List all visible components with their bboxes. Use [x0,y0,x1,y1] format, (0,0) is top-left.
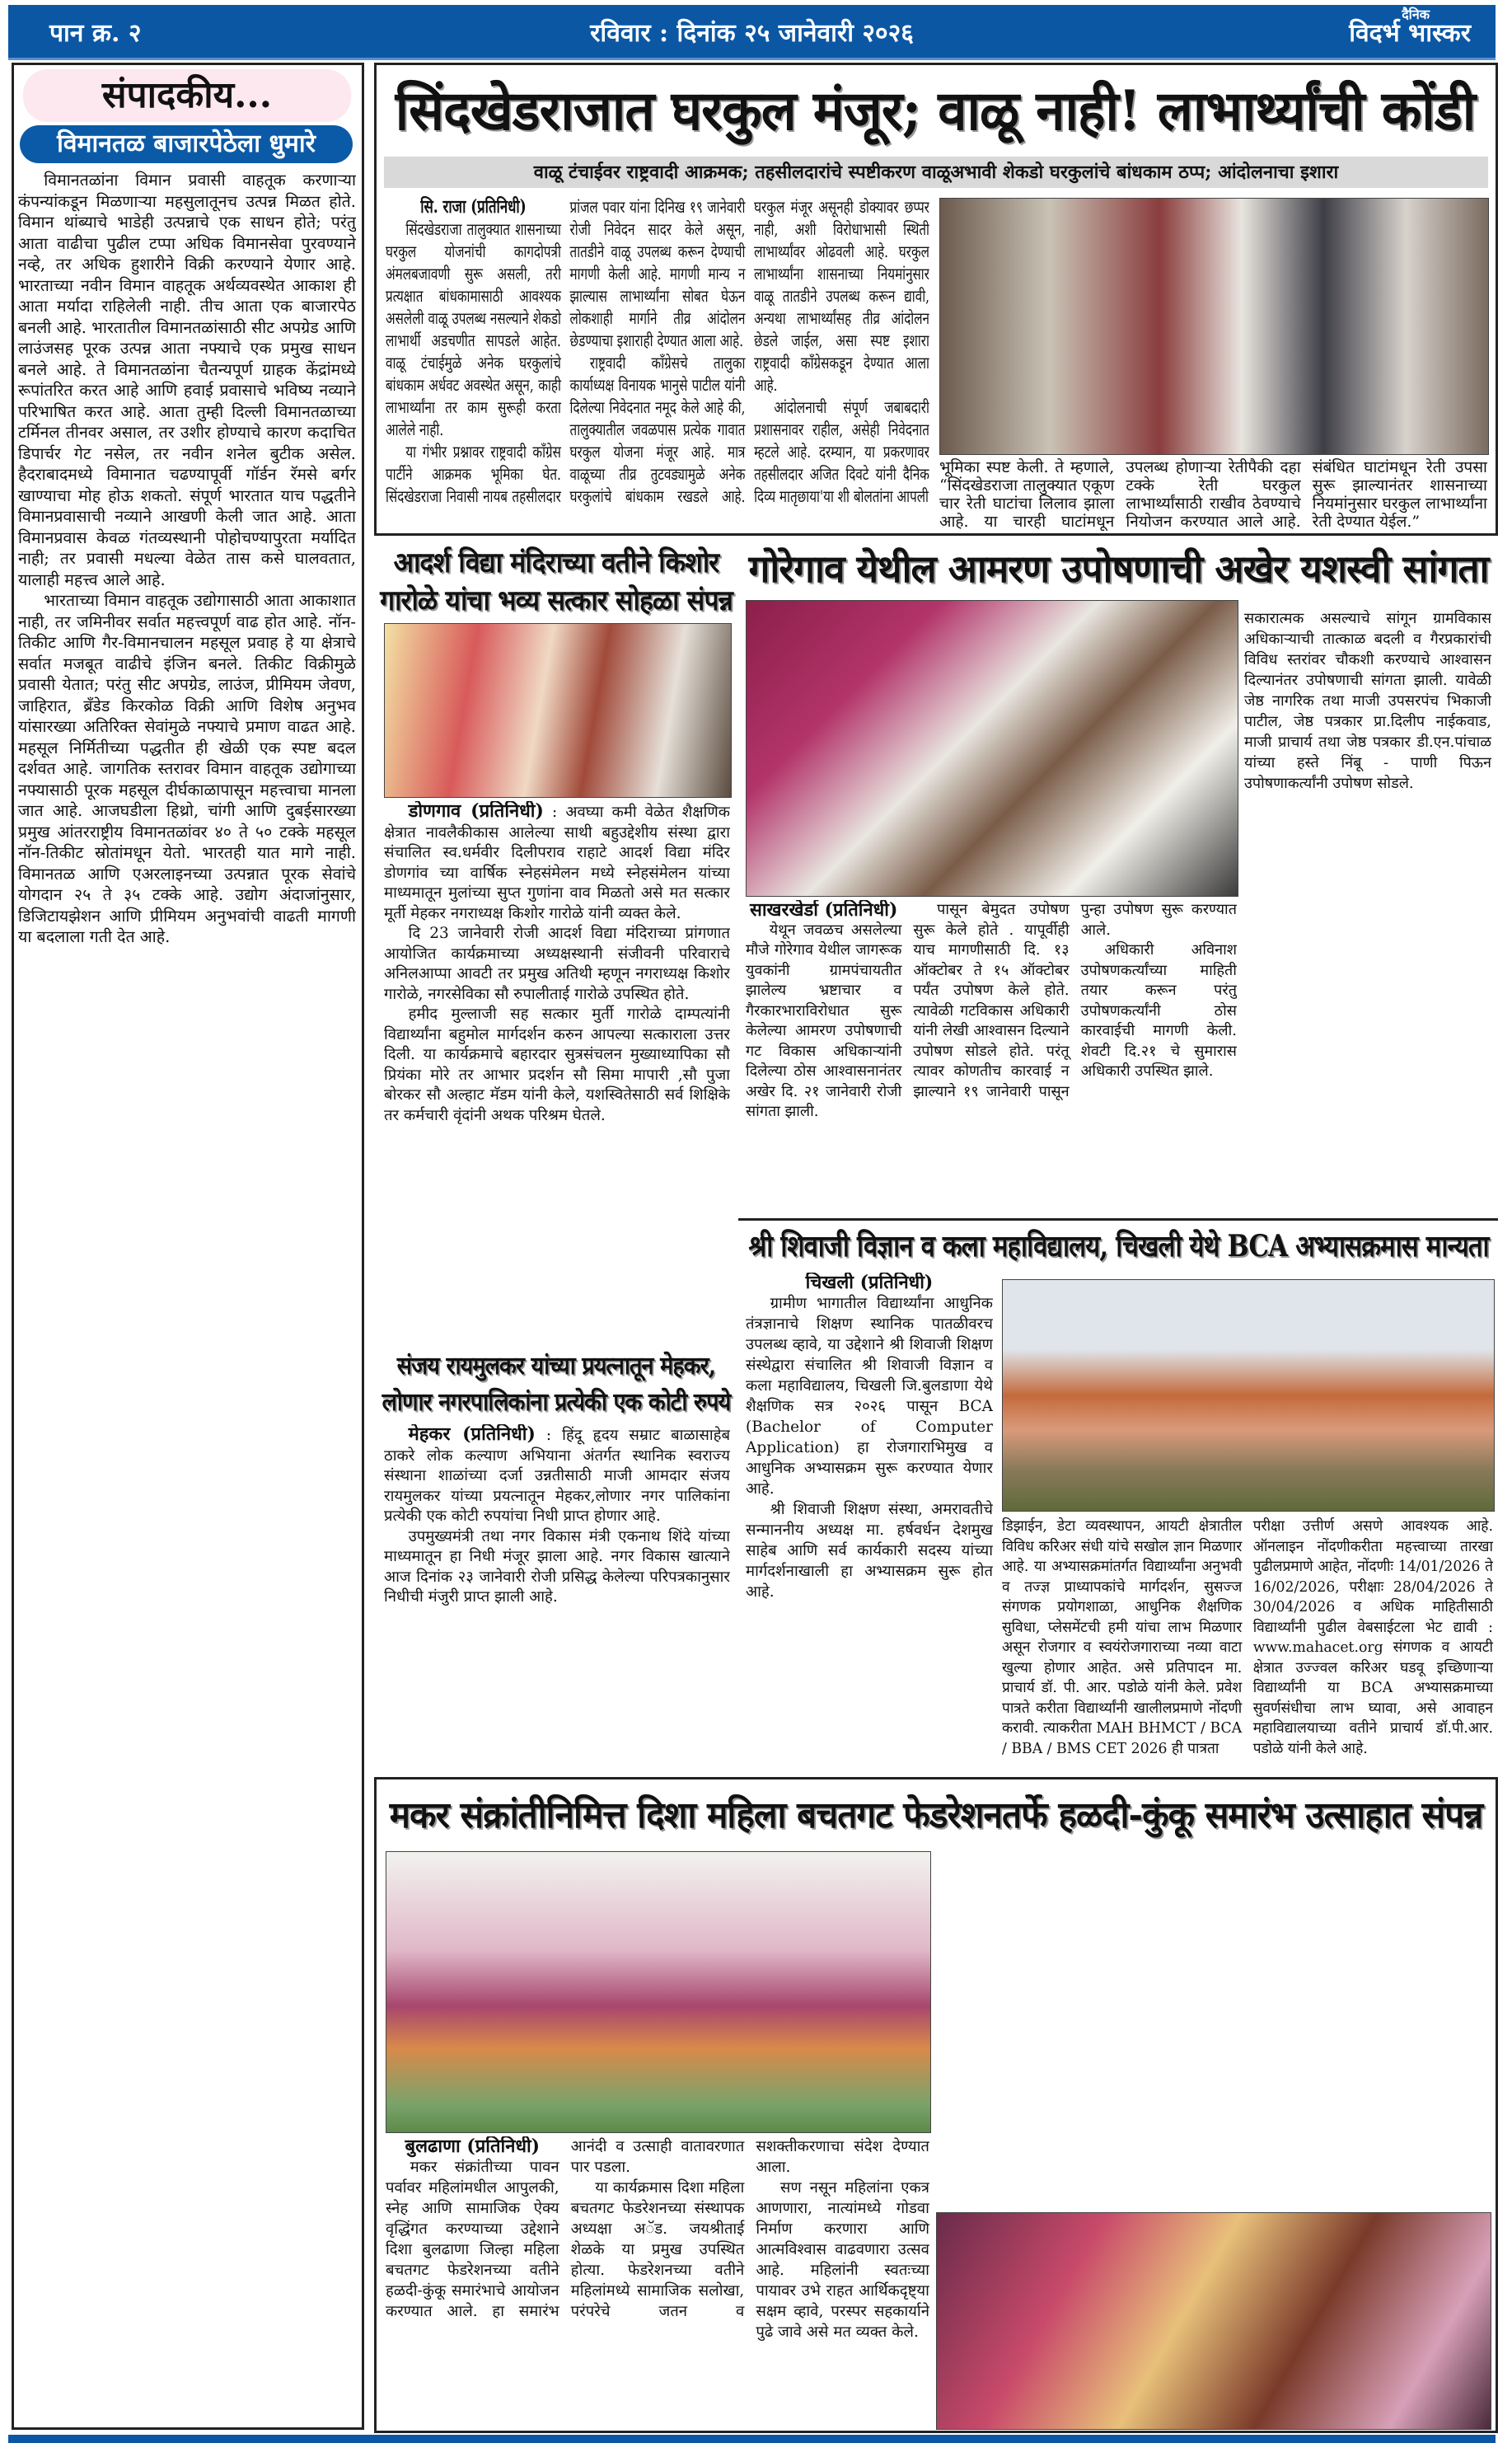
makar-headline: मकर संक्रांतीनिमित्त दिशा महिला बचतगट फेडरेशनतर्फे हळदी-कुंकू समारंभ उत्साहात संपन्न [389,1794,1483,1836]
byline: मेहकर (प्रतिनिधी) [408,1424,536,1445]
divider [738,1218,1498,1221]
lead-photo [939,198,1489,455]
adarsh-photo [384,623,732,798]
byline: सि. राजा (प्रतिनिधी) [420,196,527,218]
makar-crowd-photo [936,2212,1491,2430]
shivaji-body-right: डिझाईन, डेटा व्यवस्थापन, आयटी क्षेत्रातील विविध करिअर संधी यांचे सखोल ज्ञान मिळणार आहे. या अभ्यासक्रमांतर्गत विद्यार्थ्यांना अनुभवी व तज्ज्ञ प्राध्यापकांचे मार्गदर्शन, सुसज्ज संगणक प्रयोगशाळा, आधुनिक शैक्षणिक सुविधा, प्लेसमेंटची हमी यांचा लाभ मिळणार असून रोजगार व स्वयंरोजगाराच्या नव्या वाटा खुल्या होणार आहेत. असे प्रतिपादन मा. प्राचार्य डॉ. पी. आर. पडोळे यांनी केले. प्रवेश पात्रते करीता विद्यार्थ्यांनी खालीलप्रमाणे नोंदणी करावी. त्याकरीता MAH BHMCT / BCA / BBA / BMS CET 2026 ही पात्रता परीक्षा उत्तीर्ण असणे आवश्यक आहे. ऑनलाइन नोंदणीकरीता महत्त्वाच्या तारखा पुढीलप्रमाणे आहेत, नोंदणीः 14/01/2026 ते 16/02/2026, परीक्षाः 28/04/2026 ते 30/04/2026 व अधिक माहितीसाठी विद्यार्थ्यांनी पुढील वेबसाईटला भेट द्यावी : www.mahacet.org संगणक व आयटी क्षेत्रात उज्ज्वल करिअर घडवू इच्छिणाऱ्या विद्यार्थ्यांनी या BCA अभ्यासक्रमाच्या सुवर्णसंधीचा लाभ घ्यावा, असे आवाहन महाविद्यालयाच्या वतीने प्राचार्य डॉ.पी.आर. पडोळे यांनी केले आहे. [1002,1517,1493,1757]
adarsh-headline: आदर्श विद्या मंदिराच्या वतीने किशोर गारोळे यांचा भव्य सत्कार सोहळा संपन्न [380,546,733,617]
editorial-headline: विमानतळ बाजारपेठेला धुमारे [20,125,353,163]
masthead [8,5,1496,60]
editorial-body: विमानतळांना विमान प्रवासी वाहतूक करणाऱ्या कंपन्यांकडून मिळणाऱ्या महसुलातूनच उत्पन्न मिळत होते. विमान थांब्याचे भाडेही उत्पन्नाचे एक साधन होते; परंतु आता वाढीचा पुढील टप्पा अधिक विमानसेवा पुरवण्याने नव्हे, तर अधिक हुशारीने विक्री करण्याने येणार आहे. भारताच्या नवीन विमान वाहतूक अर्थव्यवस्थेत आकाश ही आता मर्यादा राहिलेली नाही. तीच आता एक बाजारपेठ बनली आहे. भारतातील विमानतळांसाठी सीट अपग्रेड आणि लाउंजसह पूरक उत्पन्न आता नफ्याचे एक प्रमुख साधन बनले आहे. ते विमानतळांना चैतन्यपूर्ण ग्राहक केंद्रांमध्ये रूपांतरित करत आहे आणि हवाई प्रवासाचे भविष्य नव्याने परिभाषित करत आहे. आता तुम्ही दिल्ली विमानतळाच्या टर्मिनल तीनवर असाल, तर उशीर होण्याचे कारण कदाचित डिपार्चर गेट नसेल, तर नवीन शनेल बुटीक असेल. हैदराबादमध्ये विमानात चढण्यापूर्वी गॉर्डन रॅमसे बर्गर खाण्याचा मोह होऊ शकतो. संपूर्ण भारतात याच पद्धतीने विमानप्रवासाची नव्याने आखणी केली जात आहे. आता विमानप्रवास केवळ गंतव्यस्थानी पोहोचण्यापुरता मर्यादित नाही; तर प्रवासी मधल्या वेळेत तास कसे घालवतात, यालाही महत्त्व आले आहे. भारताच्या विमान वाहतूक उद्योगासाठी आता आकाशात नाही, तर जमिनीवर सर्वात महत्त्वपूर्ण वाढ होत आहे. नॉन-तिकीट आणि गैर-विमानचालन महसूल प्रवाह हे या क्षेत्राचे सर्वात मजबूत वाढीचे इंजिन बनले. तिकीट विक्रीमुळे प्रवासी येतात; परंतु सीट अपग्रेड, लाउंज, प्रीमियम जेवण, जाहिरात, ब्रँडेड किरकोळ विक्री आणि विशेष अनुभव यांसारख्या अतिरिक्त सेवांमुळे नफ्याचे प्रमाण वाढत आहे. महसूल निर्मितीच्या पद्धतीत ही खेळी एक स्पष्ट बदल दर्शवत आहे. जागतिक स्तरावर विमान वाहतूक उद्योगाच्या नफ्यासाठी पूरक महसूल दीर्घकाळापासून महत्त्वाचा मानला जात आहे. आजघडीला हिथ्रो, चांगी आणि दुबईसारख्या प्रमुख आंतरराष्ट्रीय विमानतळांवर ४० ते ५० टक्के महसूल नॉन-तिकीट स्रोतांमधून येतो. भारतही यात मागे नाही. विमानतळ आणि एअरलाइनच्या उत्पन्नात पूरक सेवांचे योगदान २५ ते ३५ टक्के आहे. उद्योग अंदाजांनुसार, डिजिटायझेशन आणि प्रीमियम अनुभवांची वाढती मागणी या बदलाला गती देत आहे. [18,171,356,946]
sanjay-headline: संजय रायमुलकर यांच्या प्रयत्नातून मेहकर, लोणार नगरपालिकांना प्रत्येकी एक कोटी रुपये [382,1352,731,1417]
byline: डोणगाव (प्रतिनिधी) [408,801,544,822]
shivaji-headline: श्री शिवाजी विज्ञान व कला महाविद्यालय, चिखली येथे BCA अभ्यासक्रमास मान्यता [748,1229,1489,1264]
lead-body: सि. राजा (प्रतिनिधी) सिंदखेडराजा तालुक्यात शासनाच्या घरकुल योजनांची कागदोपत्री अंमलबजावणी सुरू असली, तरी प्रत्यक्षात बांधकामासाठी आवश्यक असलेली वाळू उपलब्ध नसल्याने शेकडो लाभार्थी अडचणीत सापडले आहेत. वाळू टंचाईमुळे अनेक घरकुलांचे बांधकाम अर्धवट अवस्थेत असून, काही लाभार्थ्यांना तर काम सुरूही करता आलेले नाही. या गंभीर प्रश्नावर राष्ट्रवादी कॉंग्रेस पार्टीने आक्रमक भूमिका घेत. सिंदखेडराजा निवासी नायब तहसीलदार प्रांजल पवार यांना दिनिख १९ जानेवारी रोजी निवेदन सादर केले असून, तातडीने वाळू उपलब्ध करून देण्याची मागणी केली आहे. मागणी मान्य न झाल्यास लाभार्थ्यांना सोबत घेऊन लोकशाही मार्गाने तीव्र आंदोलन छेडण्याचा इशाराही देण्यात आला आहे. राष्ट्रवादी कॉंग्रेसचे तालुका कार्याध्यक्ष विनायक भानुसे पाटील यांनी दिलेल्या निवेदनात नमूद केले आहे की, तालुक्यातील जवळपास प्रत्येक गावात घरकुल योजना मंजूर आहे. मात्र वाळूच्या तीव्र तुटवड्यामुळे अनेक घरकुलांचे बांधकाम रखडले आहे. घरकुल मंजूर असूनही डोक्यावर छप्पर नाही, अशी विरोधाभासी स्थिती लाभार्थ्यांवर ओढवली आहे. घरकुल लाभार्थ्यांना शासनाच्या नियमांनुसार वाळू तातडीने उपलब्ध करून द्यावी, अन्यथा लाभार्थ्यांसह तीव्र आंदोलन छेडले जाईल, असा स्पष्ट इशारा राष्ट्रवादी कॉंग्रेसकडून देण्यात आला आहे. आंदोलनाची संपूर्ण जबाबदारी प्रशासनावर राहील, असेही निवेदनात म्हटले आहे. दरम्यान, या प्रकरणावर तहसीलदार अजित दिवटे यांनी दैनिक दिव्य मातृछाया'या शी बोलतांना आपली [386,196,929,506]
byline: साखरखेर्डा (प्रतिनिधी) [749,900,898,921]
adarsh-body: डोणगाव (प्रतिनिधी) : अवघ्या कमी वेळेत शैक्षणिक क्षेत्रात नावलैकीकास आलेल्या साथी बहुउद्देशीय संस्था द्वारा संचालित स्व.धर्मवीर दिलीपराव राहाटे आदर्श विद्या मंदिर डोणगांव च्या वार्षिक स्नेहसंमेलन मध्ये स्नेहसंमेलन यांच्या माध्यमातून मुलांच्या सुप्त गुणांना वाव मिळतो असे मत सत्कार मूर्ती मेहकर नगराध्यक्ष किशोर गारोळे यांनी व्यक्त केले. दि 23 जानेवारी रोजी आदर्श विद्या मंदिराच्या प्रांगणात आयोजित कार्यक्रमाच्या अध्यक्षस्थानी संजीवनी परिवाराचे अनिलआप्पा आवटी तर प्रमुख अतिथी म्हणून नगराध्यक्ष किशोर गारोळे, नगरसेविका सौ रुपालीताई गारोळे उपस्थित होते. हमीद मुल्लाजी सह सत्कार मुर्ती गारोळे दाम्पत्यांनी विद्यार्थ्यांना बहुमोल मार्गदर्शन करुन आपल्या सत्काराला उत्तर दिली. या कार्यक्रमाचे बहारदार सुत्रसंचलन मुख्याध्यापिका सौ प्रियंका मोरे तर आभार प्रदर्शन सौ सिमा मापारी ,सौ पुजा बोरकर सौ अल्हाट मॅडम यांनी केले, यशस्वितेसाठी सर्व शिक्षिके तर कर्मचारी वृंदांनी अथक परिश्रम घेतले. [384,801,730,1124]
goregaon-headline: गोरेगाव येथील आमरण उपोषणाची अखेर यशस्वी सांगता [748,546,1489,591]
byline: बुलढाणा (प्रतिनिधी) [405,2136,541,2157]
makar-group-photo [386,1851,931,2133]
shivaji-body: चिखली (प्रतिनिधी) ग्रामीण भागातील विद्यार्थ्यांना आधुनिक तंत्रज्ञानाचे शिक्षण स्थानिक पातळीवरच उपलब्ध व्हावे, या उद्देशाने श्री शिवाजी शिक्षण संस्थेद्वारा संचालित श्री शिवाजी विज्ञान व कला महाविद्यालय, चिखली जि.बुलडाणा येथे शैक्षणिक सत्र २०२६ पासून BCA (Bachelor of Computer Application) हा रोजगाराभिमुख व आधुनिक अभ्यासक्रम सुरू करण्यात येणार आहे. श्री शिवाजी शिक्षण संस्था, अमरावतीचे सन्माननीय अध्यक्ष मा. हर्षवर्धन देशमुख साहेब आणि सर्व कार्यकारी सदस्य यांच्या मार्गदर्शनाखाली हा अभ्यासक्रम सुरू होत आहे. [746,1273,993,1601]
byline: चिखली (प्रतिनिधी) [805,1273,934,1293]
newspaper-logo: दैनिक विदर्भ भास्कर [1349,7,1471,48]
sanjay-body: मेहकर (प्रतिनिधी) : हिंदू हृदय सम्राट बाळासाहेब ठाकरे लोक कल्याण अभियाना अंतर्गत स्थानिक स्वराज्य संस्थाना शाळांच्या दर्जा उन्नतीसाठी माजी आमदार संजय रायमुलकर यांच्या प्रयत्नातून मेहकर,लोणार नगर पालिकांना प्रत्येकी एक कोटी रुपयांचा निधी प्राप्त होणार आहे. उपमुख्यमंत्री तथा नगर विकास मंत्री एकनाथ शिंदे यांच्या माध्यमातून हा निधी मंजूर झाला आहे. नगर विकास खात्याने आज दिनांक २३ जानेवारी रोजी प्रसिद्ध केलेल्या परिपत्रकानुसार निधीची मंजुरी प्राप्त झाली आहे. [384,1424,730,1606]
lead-headline: सिंदखेडराजात घरकुल मंजूर; वाळू नाही! लाभार्थ्यांची कोंडी [395,78,1476,143]
page-number: पान क्र. २ [49,19,142,48]
lead-subheadline: वाळू टंचाईवर राष्ट्रवादी आक्रमक; तहसीलदारांचे स्पष्टीकरण वाळूअभावी शेकडो घरकुलांचे बांधकाम ठप्प; आंदोलनाचा इशारा [384,157,1488,188]
editorial-title: संपादकीय... [23,69,351,122]
footer-bar [8,2435,1496,2443]
lead-body-continued: भूमिका स्पष्ट केली. ते म्हणाले, “सिंदखेडराजा तालुक्यात एकूण चार रेती घाटांचा लिलाव झाला आहे. या चारही घाटांमधून उपलब्ध होणाऱ्या रेतीपैकी दहा टक्के रेती घरकुल लाभार्थ्यांसाठी राखीव ठेवण्याचे नियोजन करण्यात आले आहे. संबंधित घाटांमधून रेती उपसा सुरू झाल्यानंतर शासनाच्या नियमांनुसार घरकुल लाभार्थ्यांना रेती देण्यात येईल.” [939,458,1487,531]
makar-body: बुलढाणा (प्रतिनिधी) मकर संक्रांतीच्या पावन पर्वावर महिलांमधील आपुलकी, स्नेह आणि सामाजिक ऐक्य वृद्धिंगत करण्याच्या उद्देशाने दिशा बुलढाणा जिल्हा महिला बचतगट फेडरेशनच्या वतीने हळदी-कुंकू समारंभाचे आयोजन करण्यात आले. हा समारंभ आनंदी व उत्साही वातावरणात पार पडला. या कार्यक्रमास दिशा महिला बचतगट फेडरेशनच्या संस्थापक अध्यक्षा अॅड. जयश्रीताई शेळके या प्रमुख उपस्थित होत्या. फेडरेशनच्या वतीने महिलांमध्ये सामाजिक सलोखा, परंपरेचे जतन व सशक्तीकरणाचा संदेश देण्यात आला. सण नसून महिलांना एकत्र आणणारा, नात्यांमध्ये गोडवा निर्माण करणारा आणि आत्मविश्वास वाढवणारा उत्सव आहे. महिलांनी स्वतःच्या पायावर उभे राहत आर्थिकदृष्ट्या सक्षम व्हावे, परस्पर सहकार्याने पुढे जावे असे मत व्यक्त केले. [386,2136,929,2341]
issue-date: रविवार : दिनांक २५ जानेवारी २०२६ [590,19,914,48]
goregaon-photo [746,600,1238,897]
makar-body-right [936,1851,1490,2206]
goregaon-body-right: सकारात्मक असल्याचे सांगून ग्रामविकास अधिकाऱ्याची तात्काळ बदली व गैरप्रकारांची विविध स्तरांवर चौकशी करण्याचे आश्वासन दिल्यानंतर उपोषणाची सांगता झाली. यावेळी जेष्ठ नागरिक तथा माजी उपसरपंच भिकाजी पाटील, जेष्ठ पत्रकार प्रा.दिलीप नाईकवाड, माजी प्राचार्य तथा जेष्ठ पत्रकार डी.एन.पांचाळ यांच्या हस्ते निंबू - पाणी पिऊन उपोषणाकर्त्यांनी उपोषण सोडले. [1244,610,1491,792]
college-photo [1002,1279,1495,1512]
goregaon-body: साखरखेर्डा (प्रतिनिधी) येथून जवळच असलेल्या मौजे गोरेगाव येथील जागरूक युवकांनी ग्रामपंचायतीत झालेल्य भ्रष्टाचार व गैरकारभाराविरोधात सुरू केलेल्या आमरण उपोषणाची गट विकास अधिकाऱ्यांनी दिलेल्या ठोस आश्वासनानंतर अखेर दि. २१ जानेवारी रोजी सांगता झाली. पासून बेमुदत उपोषण सुरू केले होते . यापूर्वीही याच मागणीसाठी दि. १३ ऑक्टोबर ते १५ ऑक्टोबर पर्यंत उपोषण केले होते. त्यावेळी गटविकास अधिकारी यांनी लेखी आश्वासन दिल्याने उपोषण सोडले होते. परंतू त्यावर कोणतीच कारवाई न झाल्याने १९ जानेवारी पासून पुन्हा उपोषण सुरू करण्यात आले. अधिकारी अविनाश उपोषणकर्त्यांच्या माहिती तयार करून परंतु उपोषणकर्त्यांनी ठोस कारवाईची मागणी केली. शेवटी दि.२१ चे सुमारास अधिकारी उपस्थित झाले. [746,900,1237,1120]
